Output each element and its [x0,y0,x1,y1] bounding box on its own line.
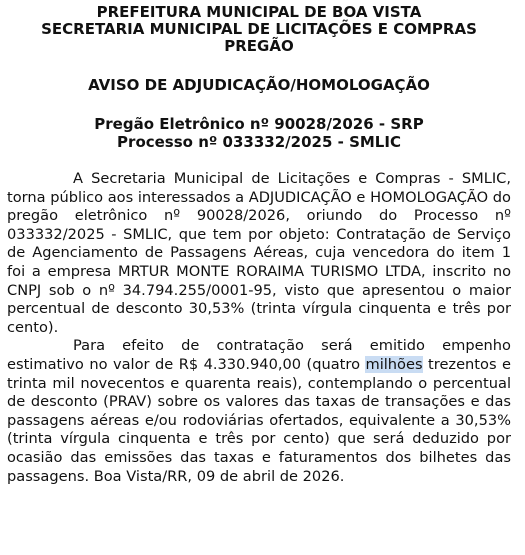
header-line-prefeitura: PREFEITURA MUNICIPAL DE BOA VISTA [96,3,422,21]
paragraph-adjudication-text: A Secretaria Municipal de Licitações e Compras - SMLIC, torna público aos interessados a ADJUDICAÇÃO e HOMOLOGAÇÃO do pregão eletrônico nº 90028/2026, oriundo do Processo nº 033332/2025 - SMLIC, que tem por objeto: Contratação de Serviço de Agenciamento de Passagens Aéreas, cuja vencedora do item 1 foi a empresa MRTUR MONTE RORAIMA TURISMO LTDA, inscrito no CNPJ sob o nº 34.794.255/0001-95, visto que apresentou o maior percentual de desconto 30,53% (trinta vírgula cinquenta e três por cento). [7,170,511,336]
highlighted-word[interactable]: milhões [365,355,423,373]
paragraph-adjudication [7,170,511,337]
paragraph-contracting-before: Para efeito de contratação será emitido empenho estimativo no valor de R$ 4.330.940,00 (quatro [7,337,511,373]
notice-body [7,170,511,486]
processo-reference: Processo nº 033332/2025 - SMLIC [117,133,401,151]
notice-references [7,115,511,151]
document-header [7,4,511,55]
notice-title: AVISO DE ADJUDICAÇÃO/HOMOLOGAÇÃO [88,76,430,94]
pregao-reference: Pregão Eletrônico nº 90028/2026 - SRP [94,115,424,133]
paragraph-contracting [7,337,511,486]
header-line-pregao: PREGÃO [224,37,294,55]
paragraph-contracting-after: trezentos e trinta mil novecentos e quarenta reais), contemplando o percentual de desconto (PRAV) sobre os valores das taxas de transações e das passagens aéreas e/ou rodoviárias ofertados, equivalente a 30,53% (trinta vírgula cinquenta e três por cento) que será deduzido por ocasião das emissões das taxas e faturamentos dos bilhetes das passagens. Boa Vista/RR, 09 de abril de 2026. [7,355,512,485]
header-line-secretaria: SECRETARIA MUNICIPAL DE LICITAÇÕES E COMPRAS [41,20,477,38]
